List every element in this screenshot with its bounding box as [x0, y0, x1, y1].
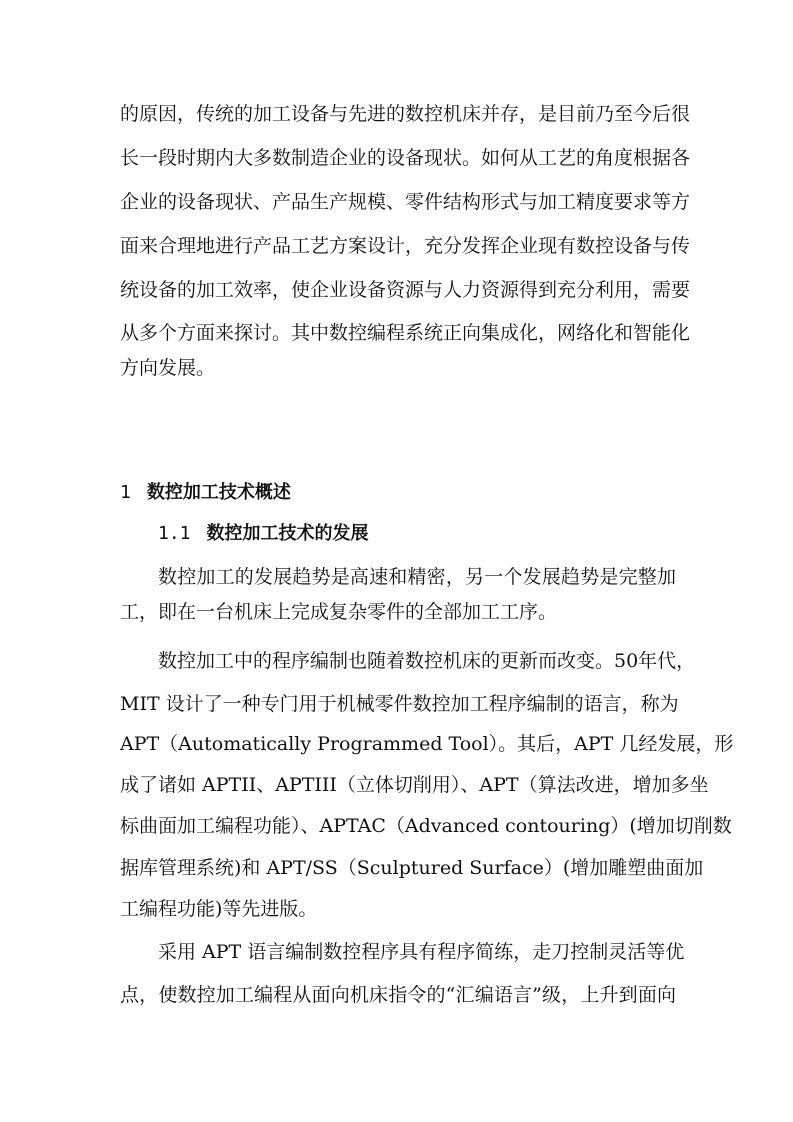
- paragraph-3-line-4: 成了诸如 APTII、APTIII（立体切削用）、APT（算法改进，增加多坐: [120, 774, 709, 796]
- subsection-heading: [158, 522, 369, 546]
- paragraph-3-line-7: 工编程功能)等先进版。: [120, 898, 318, 920]
- paragraph-3-line-1: 数控加工中的程序编制也随着数控机床的更新而改变。50年代，: [158, 650, 696, 672]
- paragraph-3-line-2: MIT 设计了一种专门用于机械零件数控加工程序编制的语言，称为: [120, 693, 679, 715]
- paragraph-1-line-2: 长一段时期内大多数制造企业的设备现状。如何从工艺的角度根据各: [120, 147, 691, 169]
- paragraph-2-line-1: 数控加工的发展趋势是高速和精密，另一个发展趋势是完整加: [158, 566, 676, 588]
- paragraph-1-line-4: 面来合理地进行产品工艺方案设计，充分发挥企业现有数控设备与传: [120, 235, 691, 257]
- section-number: 1: [120, 482, 131, 503]
- paragraph-1-line-3: 企业的设备现状、产品生产规模、零件结构形式与加工精度要求等方: [120, 191, 691, 213]
- paragraph-1-line-5: 统设备的加工效率，使企业设备资源与人力资源得到充分利用，需要: [120, 279, 691, 301]
- paragraph-3-line-3: APT（Automatically Programmed Tool）。其后，APT 几经发展，形: [120, 733, 734, 755]
- paragraph-1-line-1: 的原因，传统的加工设备与先进的数控机床并存，是目前乃至今后很: [120, 103, 691, 125]
- paragraph-4-line-1: 采用 APT 语言编制数控程序具有程序简练，走刀控制灵活等优: [158, 941, 685, 963]
- paragraph-1-line-6: 从多个方面来探讨。其中数控编程系统正向集成化，网络化和智能化: [120, 322, 691, 344]
- paragraph-4-line-2: 点，使数控加工编程从面向机床指令的“汇编语言”级，上升到面向: [120, 984, 676, 1006]
- section-heading: [120, 481, 291, 505]
- paragraph-3-line-6: 据库管理系统)和 APT/SS（Sculptured Surface）(增加雕塑曲面加: [120, 857, 704, 879]
- subsection-title: 数控加工技术的发展: [206, 523, 369, 544]
- subsection-number: 1.1: [158, 523, 191, 544]
- paragraph-3-line-5: 标曲面加工编程功能）、APTAC（Advanced contouring）(增加切削数: [120, 815, 732, 837]
- paragraph-2-line-2: 工，即在一台机床上完成复杂零件的全部加工工序。: [120, 601, 558, 623]
- section-title: 数控加工技术概述: [146, 482, 291, 503]
- paragraph-1-line-7: 方向发展。: [120, 357, 216, 379]
